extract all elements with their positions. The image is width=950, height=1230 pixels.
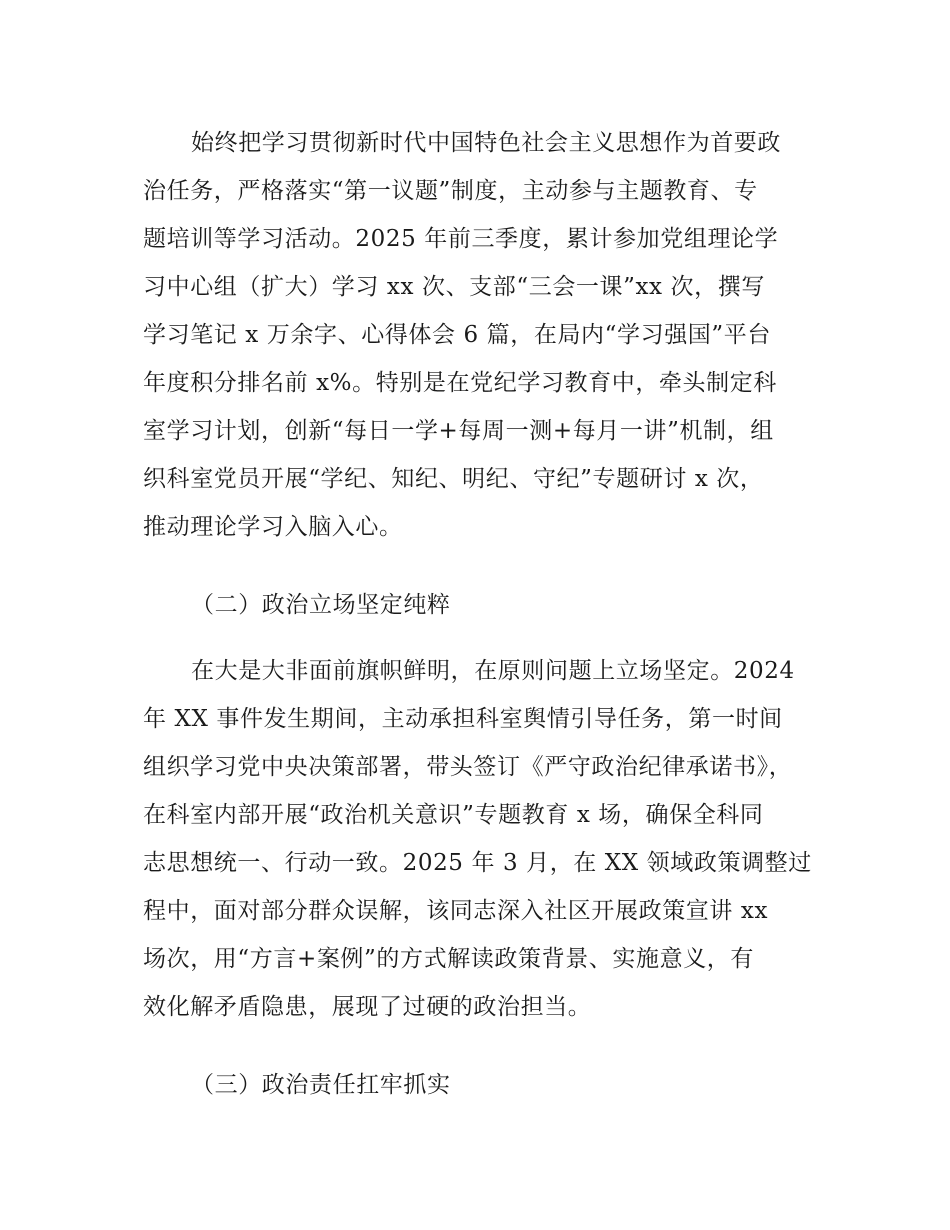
paragraph-1-line-4: 习中心组（扩大）学习 xx 次、支部“三会一课”xx 次，撰写 — [143, 274, 765, 300]
paragraph-1-line-5: 学习笔记 x 万余字、心得体会 6 篇，在局内“学习强国”平台 — [143, 322, 771, 348]
paragraph-2-line-8: 效化解矛盾隐患，展现了过硬的政治担当。 — [143, 994, 592, 1020]
paragraph-2-line-1: 在大是大非面前旗帜鲜明，在原则问题上立场坚定。2024 — [191, 658, 795, 684]
paragraph-1-line-8: 织科室党员开展“学纪、知纪、明纪、守纪”专题研讨 x 次， — [143, 466, 764, 492]
paragraph-2-line-6: 程中，面对部分群众误解，该同志深入社区开展政策宣讲 xx — [143, 898, 769, 924]
paragraph-2-line-4: 在科室内部开展“政治机关意识”专题教育 x 场，确保全科同 — [143, 802, 764, 828]
paragraph-2-line-3: 组织学习党中央决策部署，带头签订《严守政治纪律承诺书》， — [143, 754, 793, 780]
paragraph-2-line-5: 志思想统一、行动一致。2025 年 3 月，在 XX 领域政策调整过 — [143, 850, 812, 876]
paragraph-1-line-3: 题培训等学习活动。2025 年前三季度，累计参加党组理论学 — [143, 226, 779, 252]
paragraph-2-line-2: 年 XX 事件发生期间，主动承担科室舆情引导任务，第一时间 — [143, 706, 783, 732]
paragraph-1-line-9: 推动理论学习入脑入心。 — [143, 514, 403, 540]
paragraph-1-line-1: 始终把学习贯彻新时代中国特色社会主义思想作为首要政 — [191, 130, 781, 156]
paragraph-1-line-2: 治任务，严格落实“第一议题”制度，主动参与主题教育、专 — [143, 178, 758, 204]
section-heading-3: （三）政治责任扛牢抓实 — [191, 1072, 451, 1098]
paragraph-1-line-7: 室学习计划，创新“每日一学+每周一测+每月一讲”机制，组 — [143, 418, 774, 444]
paragraph-1-line-6: 年度积分排名前 x%。特别是在党纪学习教育中，牵头制定科 — [143, 370, 777, 396]
section-heading-2: （二）政治立场坚定纯粹 — [191, 592, 451, 618]
paragraph-2-line-7: 场次，用“方言+案例”的方式解读政策背景、实施意义，有 — [143, 946, 754, 972]
